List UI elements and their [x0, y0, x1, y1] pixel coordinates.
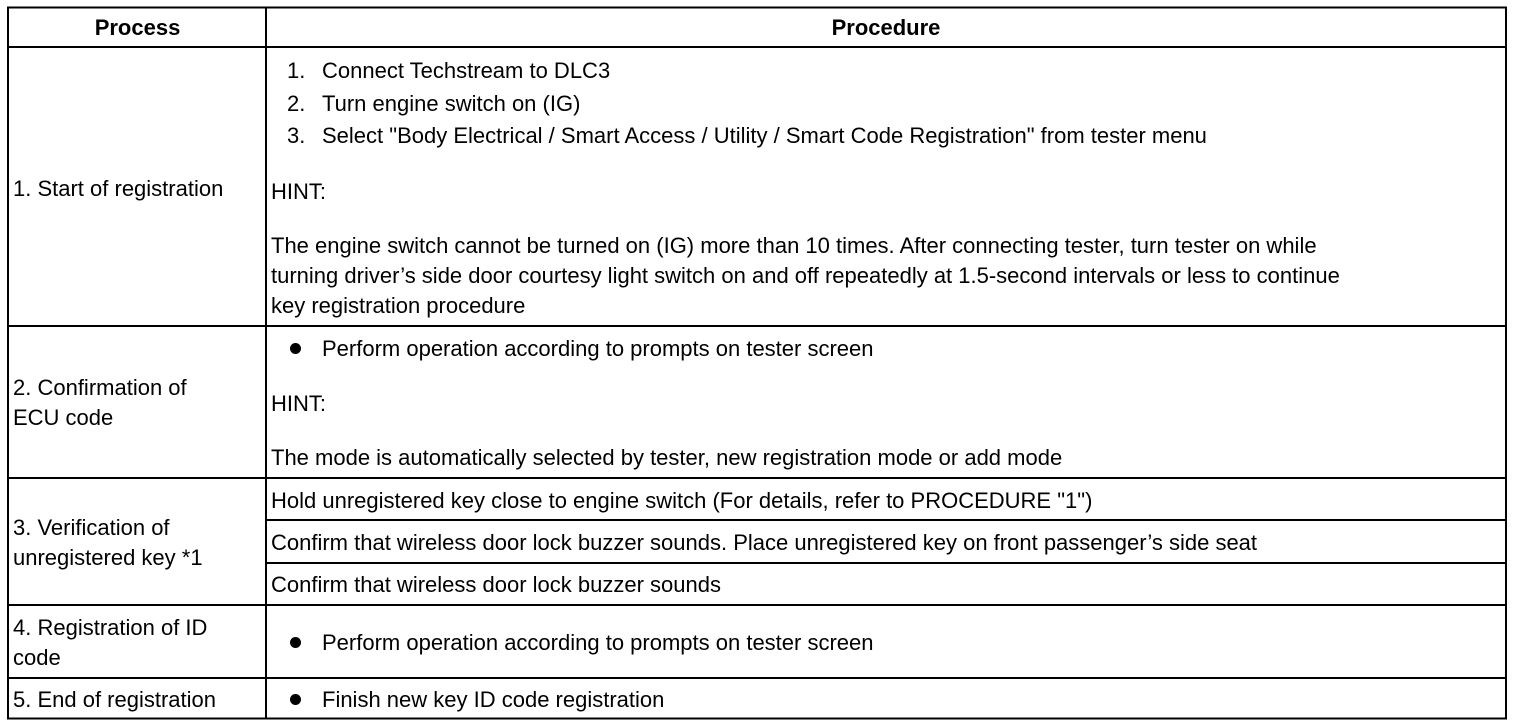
row1-step2-number: 2. [287, 91, 306, 116]
row3-process-line2: unregistered key *1 [13, 545, 203, 570]
row1-step3-text: Select "Body Electrical / Smart Access / Utility / Smart Code Registration" from tester menu [322, 123, 1207, 148]
header-process: Process [94, 15, 181, 40]
row2-process-line2: ECU code [13, 405, 114, 430]
row3-process-line1: 3. Verification of [13, 515, 170, 540]
row1-step3-number: 3. [287, 123, 306, 148]
row2-process-line1: 2. Confirmation of [13, 375, 187, 400]
row1-hint-line2: turning driver’s side door courtesy light switch on and off repeatedly at 1.5-second intervals or less to continue [271, 263, 1340, 288]
row1-step1-number: 1. [287, 58, 306, 83]
header-procedure: Procedure [831, 15, 941, 40]
row4-bullet-text: Perform operation according to prompts on tester screen [322, 630, 874, 655]
row1-hint-line1: The engine switch cannot be turned on (IG) more than 10 times. After connecting tester, turn tester on while [271, 233, 1317, 258]
row1-process: 1. Start of registration [13, 176, 224, 201]
row3-sub1-text: Hold unregistered key close to engine switch (For details, refer to PROCEDURE "1") [271, 488, 1093, 513]
row3-sub2-text: Confirm that wireless door lock buzzer sounds. Place unregistered key on front passenger’s side seat [271, 530, 1258, 555]
bullet-icon [290, 694, 301, 705]
row5-process: 5. End of registration [13, 687, 217, 712]
row1-step2-text: Turn engine switch on (IG) [322, 91, 581, 116]
row2-hint-text: The mode is automatically selected by tester, new registration mode or add mode [271, 445, 1063, 470]
row5-bullet-text: Finish new key ID code registration [322, 687, 665, 712]
row1-step1-text: Connect Techstream to DLC3 [322, 58, 611, 83]
row4-process-line1: 4. Registration of ID [13, 615, 208, 640]
row2-bullet-text: Perform operation according to prompts on tester screen [322, 336, 874, 361]
bullet-icon [290, 343, 301, 354]
row1-hint-label: HINT: [271, 179, 326, 204]
row2-hint-label: HINT: [271, 391, 326, 416]
row1-hint-line3: key registration procedure [271, 293, 526, 318]
row3-sub3-text: Confirm that wireless door lock buzzer sounds [271, 572, 721, 597]
bullet-icon [290, 637, 301, 648]
row4-process-line2: code [13, 645, 61, 670]
